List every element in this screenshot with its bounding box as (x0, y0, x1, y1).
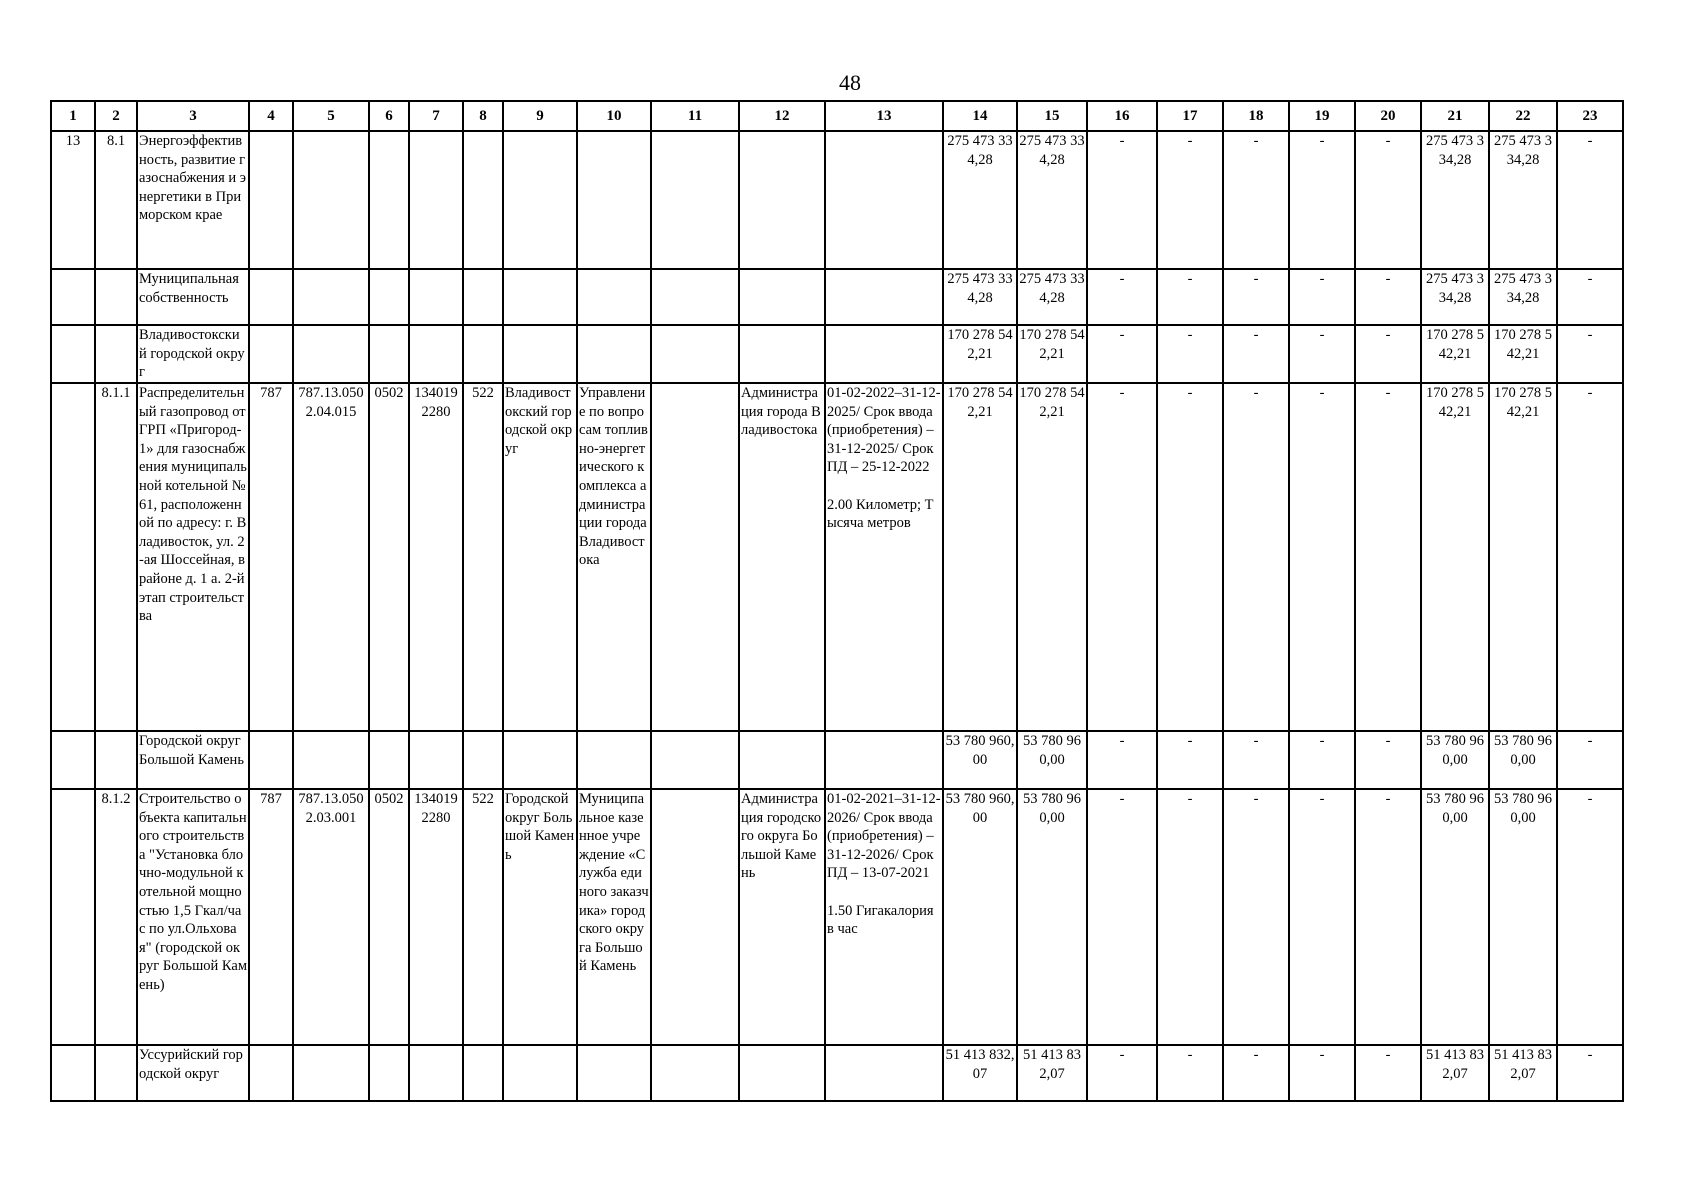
cell-col-19: - (1289, 731, 1355, 789)
cell-col-8 (463, 1045, 503, 1101)
table-row (51, 1045, 1623, 1101)
cell-col-19: - (1289, 1045, 1355, 1101)
cell-col-2 (95, 731, 137, 789)
cell-col-5 (293, 131, 369, 269)
cell-col-21: 170 278 542,21 (1421, 325, 1489, 383)
cell-col-13: 01-02-2021–31-12-2026/ Срок ввода (приобретения) – 31-12-2026/ Срок ПД – 13-07-2021 1.50 Гигакалория в час (825, 789, 943, 1045)
cell-col-6 (369, 131, 409, 269)
cell-col-21: 275 473 334,28 (1421, 131, 1489, 269)
cell-col-3: Строительство объекта капитального строительства "Установка блочно-модульной котельной мощностью 1,5 Гкал/час по ул.Ольховая" (городской округ Большой Камень) (137, 789, 249, 1045)
cell-col-20: - (1355, 789, 1421, 1045)
cell-col-1 (51, 383, 95, 731)
cell-col-7 (409, 731, 463, 789)
cell-col-12: Администрация городского округа Большой Камень (739, 789, 825, 1045)
cell-col-13 (825, 325, 943, 383)
cell-col-18: - (1223, 731, 1289, 789)
cell-col-23: - (1557, 789, 1623, 1045)
cell-col-6 (369, 325, 409, 383)
header-col-4: 4 (249, 101, 293, 131)
table-row (51, 383, 1623, 731)
header-col-22: 22 (1489, 101, 1557, 131)
cell-col-4 (249, 325, 293, 383)
cell-col-5 (293, 325, 369, 383)
cell-col-5 (293, 269, 369, 325)
cell-col-18: - (1223, 789, 1289, 1045)
cell-col-14: 275 473 334,28 (943, 131, 1017, 269)
cell-col-12: Администрация города Владивостока (739, 383, 825, 731)
cell-col-8: 522 (463, 383, 503, 731)
cell-col-19: - (1289, 789, 1355, 1045)
cell-col-10 (577, 1045, 651, 1101)
cell-col-7: 1340192280 (409, 789, 463, 1045)
cell-col-3: Уссурийский городской округ (137, 1045, 249, 1101)
budget-table (50, 100, 1624, 1102)
cell-col-2: 8.1.1 (95, 383, 137, 731)
cell-col-14: 170 278 542,21 (943, 383, 1017, 731)
cell-col-22: 275 473 334,28 (1489, 269, 1557, 325)
cell-col-18: - (1223, 131, 1289, 269)
cell-col-2: 8.1 (95, 131, 137, 269)
cell-col-12 (739, 1045, 825, 1101)
cell-col-2 (95, 1045, 137, 1101)
cell-col-23: - (1557, 131, 1623, 269)
cell-col-17: - (1157, 269, 1223, 325)
cell-col-10 (577, 269, 651, 325)
cell-col-6: 0502 (369, 383, 409, 731)
cell-col-2: 8.1.2 (95, 789, 137, 1045)
cell-col-14: 51 413 832,07 (943, 1045, 1017, 1101)
header-col-5: 5 (293, 101, 369, 131)
cell-col-21: 53 780 960,00 (1421, 789, 1489, 1045)
cell-col-16: - (1087, 383, 1157, 731)
cell-col-11 (651, 325, 739, 383)
cell-col-14: 170 278 542,21 (943, 325, 1017, 383)
cell-col-12 (739, 269, 825, 325)
cell-col-19: - (1289, 383, 1355, 731)
cell-col-9 (503, 325, 577, 383)
header-col-21: 21 (1421, 101, 1489, 131)
cell-col-19: - (1289, 325, 1355, 383)
cell-col-12 (739, 731, 825, 789)
cell-col-8: 522 (463, 789, 503, 1045)
cell-col-21: 275 473 334,28 (1421, 269, 1489, 325)
cell-col-13 (825, 1045, 943, 1101)
cell-col-22: 170 278 542,21 (1489, 325, 1557, 383)
cell-col-13 (825, 731, 943, 789)
cell-col-19: - (1289, 131, 1355, 269)
cell-col-11 (651, 1045, 739, 1101)
header-col-16: 16 (1087, 101, 1157, 131)
cell-col-22: 170 278 542,21 (1489, 383, 1557, 731)
header-col-13: 13 (825, 101, 943, 131)
header-col-7: 7 (409, 101, 463, 131)
cell-col-7 (409, 131, 463, 269)
header-col-18: 18 (1223, 101, 1289, 131)
cell-col-4: 787 (249, 789, 293, 1045)
cell-col-15: 53 780 960,00 (1017, 731, 1087, 789)
cell-col-6 (369, 1045, 409, 1101)
cell-col-1 (51, 269, 95, 325)
cell-col-15: 51 413 832,07 (1017, 1045, 1087, 1101)
cell-col-5 (293, 731, 369, 789)
cell-col-12 (739, 325, 825, 383)
header-col-12: 12 (739, 101, 825, 131)
cell-col-14: 53 780 960,00 (943, 731, 1017, 789)
cell-col-7 (409, 1045, 463, 1101)
header-col-19: 19 (1289, 101, 1355, 131)
cell-col-7 (409, 325, 463, 383)
cell-col-11 (651, 131, 739, 269)
cell-col-1 (51, 1045, 95, 1101)
cell-col-10 (577, 325, 651, 383)
cell-col-3: Энергоэффективность, развитие газоснабжения и энергетики в Приморском крае (137, 131, 249, 269)
cell-col-12 (739, 131, 825, 269)
cell-col-4 (249, 269, 293, 325)
cell-col-21: 170 278 542,21 (1421, 383, 1489, 731)
cell-col-4: 787 (249, 383, 293, 731)
cell-col-4 (249, 1045, 293, 1101)
cell-col-9 (503, 131, 577, 269)
cell-col-17: - (1157, 383, 1223, 731)
cell-col-20: - (1355, 383, 1421, 731)
cell-col-5 (293, 1045, 369, 1101)
cell-col-17: - (1157, 1045, 1223, 1101)
cell-col-1 (51, 731, 95, 789)
cell-col-20: - (1355, 325, 1421, 383)
cell-col-14: 275 473 334,28 (943, 269, 1017, 325)
table-row (51, 731, 1623, 789)
cell-col-16: - (1087, 269, 1157, 325)
cell-col-6 (369, 269, 409, 325)
cell-col-17: - (1157, 789, 1223, 1045)
table-row (51, 325, 1623, 383)
cell-col-3: Городской округ Большой Камень (137, 731, 249, 789)
cell-col-1 (51, 325, 95, 383)
page-number: 48 (839, 70, 861, 95)
cell-col-20: - (1355, 269, 1421, 325)
cell-col-7 (409, 269, 463, 325)
cell-col-3: Распределительный газопровод от ГРП «Пригород-1» для газоснабжения муниципальной котельной № 61, расположенной по адресу: г. Владивосток, ул. 2-ая Шоссейная, в районе д. 1 а. 2-й этап строительства (137, 383, 249, 731)
cell-col-11 (651, 383, 739, 731)
cell-col-9 (503, 269, 577, 325)
cell-col-22: 275 473 334,28 (1489, 131, 1557, 269)
cell-col-9: Городской округ Большой Камень (503, 789, 577, 1045)
header-col-1: 1 (51, 101, 95, 131)
cell-col-5: 787.13.0502.03.001 (293, 789, 369, 1045)
header-col-6: 6 (369, 101, 409, 131)
cell-col-18: - (1223, 383, 1289, 731)
cell-col-2 (95, 325, 137, 383)
cell-col-23: - (1557, 269, 1623, 325)
cell-col-8 (463, 731, 503, 789)
cell-col-17: - (1157, 325, 1223, 383)
cell-col-18: - (1223, 325, 1289, 383)
cell-col-14: 53 780 960,00 (943, 789, 1017, 1045)
cell-col-17: - (1157, 131, 1223, 269)
cell-col-8 (463, 269, 503, 325)
cell-col-17: - (1157, 731, 1223, 789)
header-col-20: 20 (1355, 101, 1421, 131)
cell-col-1 (51, 789, 95, 1045)
cell-col-15: 170 278 542,21 (1017, 383, 1087, 731)
cell-col-8 (463, 131, 503, 269)
cell-col-20: - (1355, 731, 1421, 789)
header-col-11: 11 (651, 101, 739, 131)
cell-col-10: Управление по вопросам топливно-энергетического комплекса администрации города Владивостока (577, 383, 651, 731)
cell-col-23: - (1557, 325, 1623, 383)
cell-col-15: 275 473 334,28 (1017, 269, 1087, 325)
cell-col-13: 01-02-2022–31-12-2025/ Срок ввода (приобретения) – 31-12-2025/ Срок ПД – 25-12-2022 2.00 Километр; Тысяча метров (825, 383, 943, 731)
cell-col-16: - (1087, 131, 1157, 269)
cell-col-6: 0502 (369, 789, 409, 1045)
cell-col-11 (651, 789, 739, 1045)
cell-col-2 (95, 269, 137, 325)
cell-col-9 (503, 731, 577, 789)
cell-col-18: - (1223, 269, 1289, 325)
cell-col-23: - (1557, 731, 1623, 789)
cell-col-15: 53 780 960,00 (1017, 789, 1087, 1045)
cell-col-13 (825, 131, 943, 269)
cell-col-10: Муниципальное казенное учреждение «Служба единого заказчика» городского округа Большой Камень (577, 789, 651, 1045)
table-row (51, 269, 1623, 325)
header-col-15: 15 (1017, 101, 1087, 131)
cell-col-16: - (1087, 1045, 1157, 1101)
cell-col-11 (651, 269, 739, 325)
cell-col-20: - (1355, 131, 1421, 269)
cell-col-16: - (1087, 731, 1157, 789)
header-col-23: 23 (1557, 101, 1623, 131)
cell-col-1: 13 (51, 131, 95, 269)
cell-col-13 (825, 269, 943, 325)
header-col-9: 9 (503, 101, 577, 131)
cell-col-10 (577, 731, 651, 789)
cell-col-6 (369, 731, 409, 789)
header-col-2: 2 (95, 101, 137, 131)
cell-col-16: - (1087, 789, 1157, 1045)
cell-col-10 (577, 131, 651, 269)
table-row (51, 789, 1623, 1045)
cell-col-3: Муниципальная собственность (137, 269, 249, 325)
cell-col-22: 53 780 960,00 (1489, 731, 1557, 789)
header-col-3: 3 (137, 101, 249, 131)
cell-col-15: 275 473 334,28 (1017, 131, 1087, 269)
cell-col-22: 51 413 832,07 (1489, 1045, 1557, 1101)
table-body (51, 131, 1623, 1101)
header-row (51, 101, 1623, 131)
header-col-17: 17 (1157, 101, 1223, 131)
cell-col-4 (249, 131, 293, 269)
cell-col-15: 170 278 542,21 (1017, 325, 1087, 383)
cell-col-21: 51 413 832,07 (1421, 1045, 1489, 1101)
header-col-10: 10 (577, 101, 651, 131)
cell-col-8 (463, 325, 503, 383)
cell-col-11 (651, 731, 739, 789)
cell-col-9: Владивостокский городской округ (503, 383, 577, 731)
cell-col-16: - (1087, 325, 1157, 383)
cell-col-19: - (1289, 269, 1355, 325)
cell-col-5: 787.13.0502.04.015 (293, 383, 369, 731)
cell-col-3: Владивостокский городской округ (137, 325, 249, 383)
cell-col-22: 53 780 960,00 (1489, 789, 1557, 1045)
cell-col-18: - (1223, 1045, 1289, 1101)
header-col-14: 14 (943, 101, 1017, 131)
cell-col-23: - (1557, 1045, 1623, 1101)
cell-col-4 (249, 731, 293, 789)
table-row (51, 131, 1623, 269)
cell-col-7: 1340192280 (409, 383, 463, 731)
header-col-8: 8 (463, 101, 503, 131)
cell-col-21: 53 780 960,00 (1421, 731, 1489, 789)
cell-col-23: - (1557, 383, 1623, 731)
cell-col-20: - (1355, 1045, 1421, 1101)
cell-col-9 (503, 1045, 577, 1101)
